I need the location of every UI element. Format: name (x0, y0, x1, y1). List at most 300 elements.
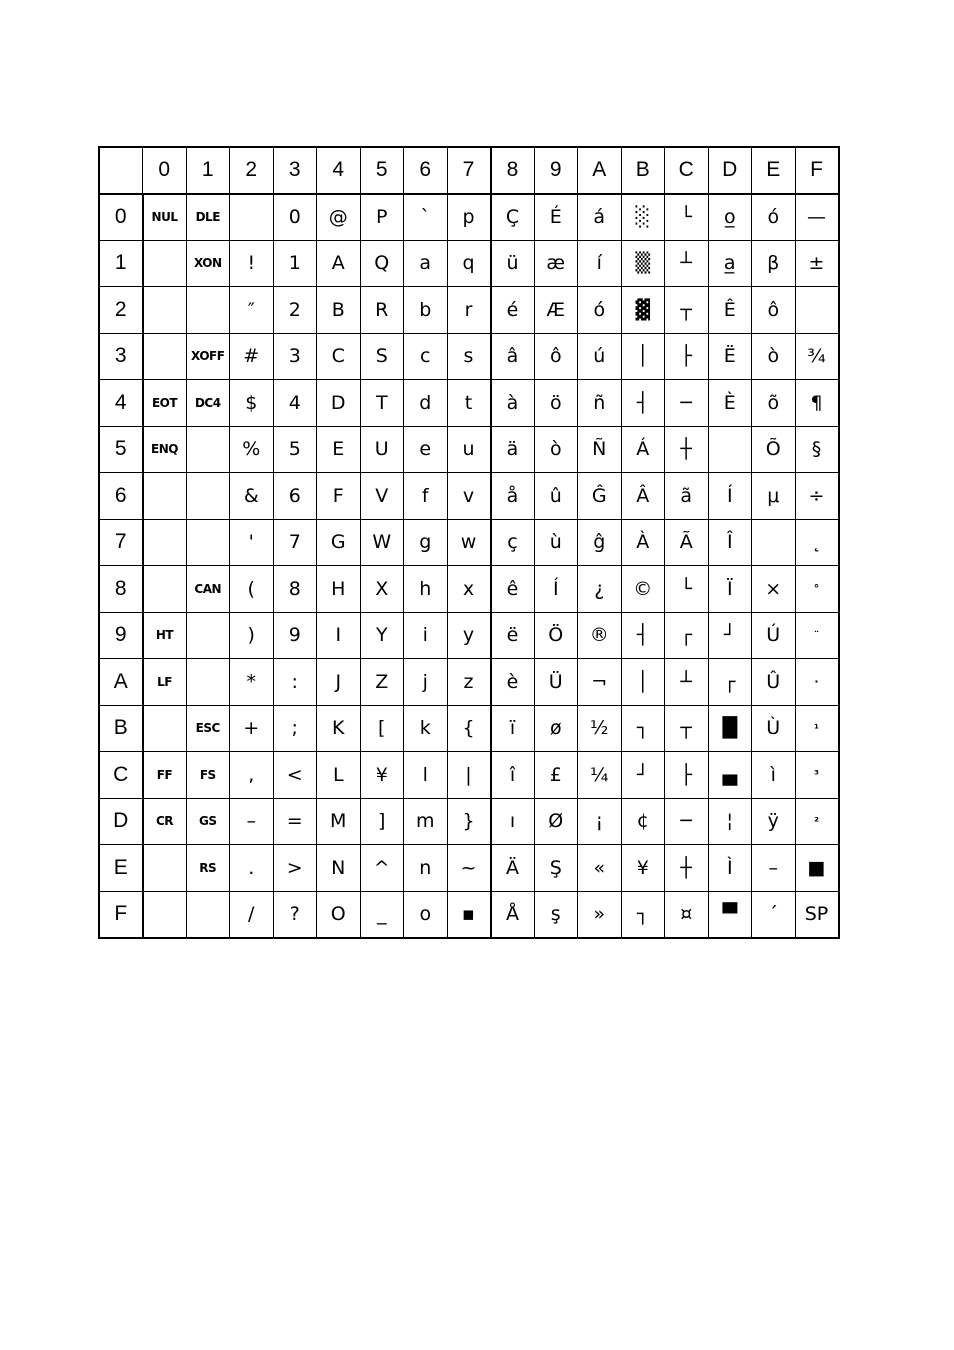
char-cell: m (404, 798, 448, 845)
table-row (99, 240, 839, 287)
char-cell: ┼ (665, 845, 709, 892)
char-cell: Ì (708, 845, 752, 892)
char-cell: ' (230, 519, 274, 566)
char-cell: @ (317, 194, 361, 241)
row-header: 7 (99, 519, 143, 566)
char-cell: Ö (534, 612, 578, 659)
char-cell: £ (534, 752, 578, 799)
char-cell: ▀ (708, 891, 752, 938)
char-cell: ú (578, 333, 622, 380)
char-cell: ¶ (795, 380, 839, 427)
char-cell: μ (752, 473, 796, 520)
char-cell: W (360, 519, 404, 566)
char-cell: h (404, 566, 448, 613)
char-cell: ø (534, 705, 578, 752)
char-cell: ¾ (795, 333, 839, 380)
char-cell: N (317, 845, 361, 892)
char-cell: EOT (143, 380, 187, 427)
table-body (99, 194, 839, 938)
char-cell: ~ (447, 845, 491, 892)
table-row (99, 473, 839, 520)
char-cell: Q (360, 240, 404, 287)
char-cell: å (491, 473, 535, 520)
char-cell: T (360, 380, 404, 427)
char-cell (186, 287, 230, 334)
char-cell: Ë (708, 333, 752, 380)
char-cell: = (273, 798, 317, 845)
char-cell: í (578, 240, 622, 287)
char-cell (186, 612, 230, 659)
char-cell: L (317, 752, 361, 799)
char-cell: ┘ (708, 612, 752, 659)
char-cell: ┬ (665, 705, 709, 752)
char-cell: ? (273, 891, 317, 938)
char-cell: ä (491, 426, 535, 473)
char-cell: ! (230, 240, 274, 287)
char-cell: DLE (186, 194, 230, 241)
char-cell (186, 519, 230, 566)
char-cell (143, 333, 187, 380)
char-cell: Í (534, 566, 578, 613)
char-cell: S (360, 333, 404, 380)
char-cell: ì (752, 752, 796, 799)
char-cell: v (447, 473, 491, 520)
table-row (99, 705, 839, 752)
char-cell: « (578, 845, 622, 892)
char-cell: ò (534, 426, 578, 473)
char-cell: y (447, 612, 491, 659)
char-cell: ê (491, 566, 535, 613)
char-cell: ½ (578, 705, 622, 752)
char-cell: I (317, 612, 361, 659)
char-cell: 6 (273, 473, 317, 520)
table-row (99, 659, 839, 706)
char-cell: l (404, 752, 448, 799)
row-header: 6 (99, 473, 143, 520)
char-cell: SP (795, 891, 839, 938)
char-cell: └ (665, 566, 709, 613)
char-cell: & (230, 473, 274, 520)
char-cell: { (447, 705, 491, 752)
char-cell: ″ (230, 287, 274, 334)
char-cell: ş (534, 891, 578, 938)
char-cell: È (708, 380, 752, 427)
char-cell: q (447, 240, 491, 287)
char-cell: à (491, 380, 535, 427)
char-cell: Û (752, 659, 796, 706)
char-cell: O (317, 891, 361, 938)
char-cell: o (404, 891, 448, 938)
char-cell: u (447, 426, 491, 473)
char-cell: Ç (491, 194, 535, 241)
char-cell: ï (491, 705, 535, 752)
char-cell: Ä (491, 845, 535, 892)
char-cell: ┘ (621, 752, 665, 799)
char-cell: V (360, 473, 404, 520)
char-cell: GS (186, 798, 230, 845)
char-cell: ¥ (360, 752, 404, 799)
char-cell (143, 845, 187, 892)
char-cell: ┴ (665, 659, 709, 706)
char-cell: ° (795, 566, 839, 613)
char-cell: . (230, 845, 274, 892)
char-cell: Ş (534, 845, 578, 892)
corner-cell (99, 147, 143, 194)
row-header: F (99, 891, 143, 938)
column-header: C (665, 147, 709, 194)
column-header: F (795, 147, 839, 194)
char-cell: ç (491, 519, 535, 566)
char-cell: [ (360, 705, 404, 752)
char-cell: ¢ (621, 798, 665, 845)
char-cell: n (404, 845, 448, 892)
char-cell: ´ (752, 891, 796, 938)
row-header: 2 (99, 287, 143, 334)
row-header: 9 (99, 612, 143, 659)
row-header: 1 (99, 240, 143, 287)
char-cell: } (447, 798, 491, 845)
char-cell: ┐ (621, 891, 665, 938)
char-cell: Y (360, 612, 404, 659)
char-cell: b (404, 287, 448, 334)
column-header: A (578, 147, 622, 194)
column-header: E (752, 147, 796, 194)
char-cell: ┌ (708, 659, 752, 706)
char-cell: d (404, 380, 448, 427)
char-cell: t (447, 380, 491, 427)
char-cell: § (795, 426, 839, 473)
char-cell: ENQ (143, 426, 187, 473)
char-cell: + (230, 705, 274, 752)
char-cell: < (273, 752, 317, 799)
char-cell: ô (534, 333, 578, 380)
char-cell: j (404, 659, 448, 706)
char-cell: E (317, 426, 361, 473)
char-cell: ± (795, 240, 839, 287)
char-cell: ┤ (621, 612, 665, 659)
char-cell (143, 473, 187, 520)
row-header: B (99, 705, 143, 752)
char-cell: ┼ (665, 426, 709, 473)
char-cell: 1 (273, 240, 317, 287)
char-cell: B (317, 287, 361, 334)
char-cell: # (230, 333, 274, 380)
table-row (99, 891, 839, 938)
char-cell: 3 (273, 333, 317, 380)
char-cell: ó (578, 287, 622, 334)
char-cell: a (404, 240, 448, 287)
char-cell: û (534, 473, 578, 520)
column-header: D (708, 147, 752, 194)
char-cell: ¼ (578, 752, 622, 799)
char-cell: ñ (578, 380, 622, 427)
char-cell: Ù (752, 705, 796, 752)
char-cell: Ã (665, 519, 709, 566)
char-cell: ├ (665, 752, 709, 799)
char-cell: FF (143, 752, 187, 799)
char-cell: HT (143, 612, 187, 659)
char-cell: r (447, 287, 491, 334)
char-cell: ù (534, 519, 578, 566)
char-cell: A (317, 240, 361, 287)
char-cell (230, 194, 274, 241)
column-header: 1 (186, 147, 230, 194)
char-cell: á (578, 194, 622, 241)
char-cell: ã (665, 473, 709, 520)
table-row (99, 287, 839, 334)
table-row (99, 519, 839, 566)
char-cell: ¦ (708, 798, 752, 845)
row-header: 8 (99, 566, 143, 613)
char-cell: % (230, 426, 274, 473)
char-cell: Ï (708, 566, 752, 613)
char-cell: o̲ (708, 194, 752, 241)
table-row (99, 194, 839, 241)
char-cell: Å (491, 891, 535, 938)
table-row (99, 752, 839, 799)
column-header: 3 (273, 147, 317, 194)
char-cell: ┌ (665, 612, 709, 659)
character-code-table (98, 146, 840, 939)
char-cell: ─ (665, 380, 709, 427)
char-cell (752, 519, 796, 566)
table-row (99, 845, 839, 892)
char-cell: , (230, 752, 274, 799)
char-cell: a̲ (708, 240, 752, 287)
char-cell: ] (360, 798, 404, 845)
char-cell: LF (143, 659, 187, 706)
char-cell: ▓ (621, 287, 665, 334)
char-cell: Ñ (578, 426, 622, 473)
table-row (99, 380, 839, 427)
row-header: 4 (99, 380, 143, 427)
char-cell: ░ (621, 194, 665, 241)
char-cell: └ (665, 194, 709, 241)
char-cell: XOFF (186, 333, 230, 380)
char-cell: ├ (665, 333, 709, 380)
char-cell (143, 240, 187, 287)
char-cell: $ (230, 380, 274, 427)
row-header: 0 (99, 194, 143, 241)
char-cell: k (404, 705, 448, 752)
char-cell (143, 891, 187, 938)
char-cell: f (404, 473, 448, 520)
char-cell: DC4 (186, 380, 230, 427)
column-header: B (621, 147, 665, 194)
char-cell: ┐ (621, 705, 665, 752)
char-cell: X (360, 566, 404, 613)
char-cell: Á (621, 426, 665, 473)
char-cell: CAN (186, 566, 230, 613)
char-cell: ó (752, 194, 796, 241)
char-cell: ┬ (665, 287, 709, 334)
column-header: 7 (447, 147, 491, 194)
char-cell: â (491, 333, 535, 380)
char-cell: XON (186, 240, 230, 287)
char-cell: / (230, 891, 274, 938)
char-cell: ô (752, 287, 796, 334)
table-row (99, 612, 839, 659)
char-cell: ┴ (665, 240, 709, 287)
table-row (99, 566, 839, 613)
char-cell: À (621, 519, 665, 566)
column-header: 9 (534, 147, 578, 194)
char-cell: M (317, 798, 361, 845)
char-cell: R (360, 287, 404, 334)
char-cell: 5 (273, 426, 317, 473)
table-row (99, 798, 839, 845)
char-cell: Ê (708, 287, 752, 334)
char-cell: ¤ (665, 891, 709, 938)
row-header: 3 (99, 333, 143, 380)
char-cell: ¹ (795, 705, 839, 752)
char-cell: · (795, 659, 839, 706)
char-cell (186, 426, 230, 473)
char-cell: ¨ (795, 612, 839, 659)
char-cell (143, 705, 187, 752)
char-cell: x (447, 566, 491, 613)
char-cell: ¿ (578, 566, 622, 613)
char-cell: ( (230, 566, 274, 613)
char-cell: CR (143, 798, 187, 845)
row-header: E (99, 845, 143, 892)
char-cell: ¥ (621, 845, 665, 892)
char-cell: U (360, 426, 404, 473)
char-cell: – (230, 798, 274, 845)
char-cell: é (491, 287, 535, 334)
char-cell: 0 (273, 194, 317, 241)
char-cell: — (795, 194, 839, 241)
char-cell: │ (621, 333, 665, 380)
char-cell (143, 287, 187, 334)
char-cell: Z (360, 659, 404, 706)
char-cell: – (752, 845, 796, 892)
char-cell: │ (621, 659, 665, 706)
char-cell: RS (186, 845, 230, 892)
char-cell: F (317, 473, 361, 520)
char-cell: × (752, 566, 796, 613)
row-header: D (99, 798, 143, 845)
char-cell: æ (534, 240, 578, 287)
column-header-row (99, 147, 839, 194)
char-cell: 4 (273, 380, 317, 427)
char-cell: * (230, 659, 274, 706)
char-cell: : (273, 659, 317, 706)
char-cell: 9 (273, 612, 317, 659)
column-header: 2 (230, 147, 274, 194)
char-cell: ò (752, 333, 796, 380)
char-cell (186, 891, 230, 938)
column-header: 0 (143, 147, 187, 194)
char-cell: | (447, 752, 491, 799)
char-cell: 7 (273, 519, 317, 566)
char-cell (186, 659, 230, 706)
char-cell: 2 (273, 287, 317, 334)
char-cell: C (317, 333, 361, 380)
char-cell: g (404, 519, 448, 566)
char-cell: K (317, 705, 361, 752)
char-cell: » (578, 891, 622, 938)
char-cell: ĝ (578, 519, 622, 566)
char-cell: ë (491, 612, 535, 659)
char-cell: ▪ (447, 891, 491, 938)
char-cell: Õ (752, 426, 796, 473)
char-cell: Ĝ (578, 473, 622, 520)
char-cell: FS (186, 752, 230, 799)
char-cell (143, 566, 187, 613)
char-cell (143, 519, 187, 566)
char-cell: w (447, 519, 491, 566)
char-cell: i (404, 612, 448, 659)
char-cell: ı (491, 798, 535, 845)
char-cell: J (317, 659, 361, 706)
column-header: 5 (360, 147, 404, 194)
char-cell: É (534, 194, 578, 241)
char-cell: ü (491, 240, 535, 287)
char-cell: P (360, 194, 404, 241)
table-row (99, 426, 839, 473)
char-cell: ESC (186, 705, 230, 752)
column-header: 8 (491, 147, 535, 194)
char-cell: Ú (752, 612, 796, 659)
char-cell: õ (752, 380, 796, 427)
char-cell: D (317, 380, 361, 427)
char-cell: Â (621, 473, 665, 520)
char-cell: z (447, 659, 491, 706)
char-cell: ▄ (708, 752, 752, 799)
char-cell: ▒ (621, 240, 665, 287)
char-cell: ─ (665, 798, 709, 845)
char-cell: β (752, 240, 796, 287)
char-cell: ö (534, 380, 578, 427)
row-header: C (99, 752, 143, 799)
char-cell: 8 (273, 566, 317, 613)
char-cell: ; (273, 705, 317, 752)
char-cell (795, 287, 839, 334)
char-cell: Í (708, 473, 752, 520)
char-cell: è (491, 659, 535, 706)
char-cell: ÿ (752, 798, 796, 845)
char-cell: █ (708, 705, 752, 752)
char-cell: NUL (143, 194, 187, 241)
char-cell: _ (360, 891, 404, 938)
row-header: A (99, 659, 143, 706)
row-header: 5 (99, 426, 143, 473)
char-cell (186, 473, 230, 520)
char-cell: ┤ (621, 380, 665, 427)
char-cell: ÷ (795, 473, 839, 520)
char-cell: Ü (534, 659, 578, 706)
char-cell: î (491, 752, 535, 799)
char-cell: © (621, 566, 665, 613)
column-header: 6 (404, 147, 448, 194)
column-header: 4 (317, 147, 361, 194)
char-cell: s (447, 333, 491, 380)
char-cell: Ø (534, 798, 578, 845)
char-cell: ■ (795, 845, 839, 892)
char-cell: ¡ (578, 798, 622, 845)
char-cell: c (404, 333, 448, 380)
char-cell: ³ (795, 752, 839, 799)
char-cell: ¬ (578, 659, 622, 706)
char-cell: p (447, 194, 491, 241)
char-cell: ˛ (795, 519, 839, 566)
char-cell: ` (404, 194, 448, 241)
char-cell: Æ (534, 287, 578, 334)
table-row (99, 333, 839, 380)
char-cell: ) (230, 612, 274, 659)
char-cell: e (404, 426, 448, 473)
